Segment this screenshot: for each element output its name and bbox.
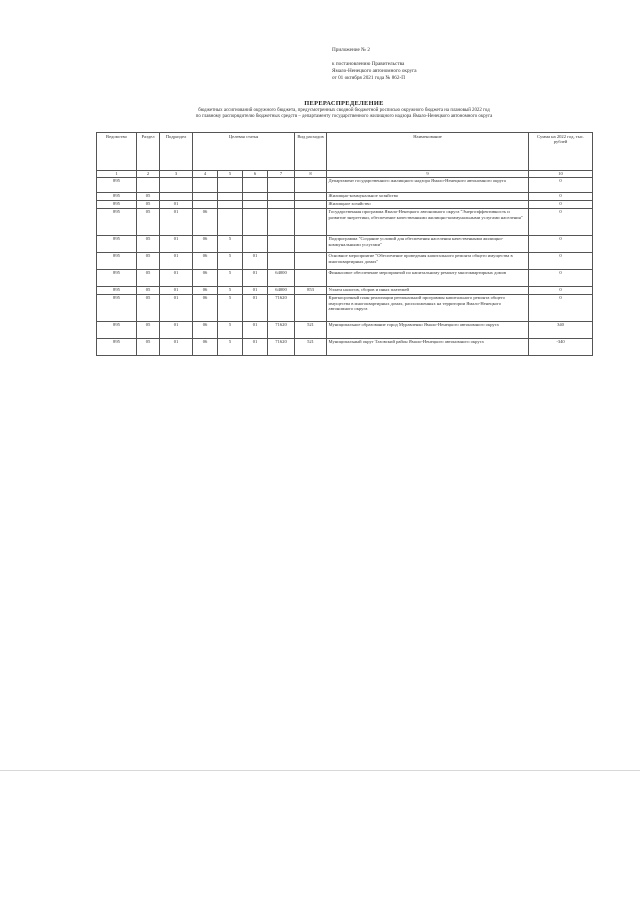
appendix-date: от 01 октября 2021 года № 862-П [332,75,405,81]
cell-section: 05 [137,235,160,252]
cell-ministry: 895 [97,192,137,200]
appendix-resolution: к постановлению Правительства [332,61,405,67]
appendix-block [332,47,562,82]
cell-target-program [193,177,218,192]
cell-subsection: 01 [160,269,193,286]
cell-ministry: 895 [97,252,137,269]
table-row [97,294,593,321]
cell-target-direction [268,252,295,269]
cell-ministry: 895 [97,294,137,321]
cell-target-activity: 01 [243,269,268,286]
cell-target-subprogram [218,192,243,200]
cell-target-subprogram [218,177,243,192]
cell-target-program: 06 [193,235,218,252]
cell-target-program: 06 [193,252,218,269]
cell-target-direction [268,235,295,252]
cell-expense-type [295,177,327,192]
cell-amount: 0 [529,286,593,294]
cell-section: 05 [137,269,160,286]
table-row [97,208,593,235]
cell-subsection: 01 [160,321,193,338]
cell-expense-type [295,208,327,235]
cell-amount: 0 [529,192,593,200]
cell-subsection [160,192,193,200]
cell-subsection: 01 [160,294,193,321]
cell-ministry: 895 [97,177,137,192]
subtitle-line-1: бюджетных ассигнований окружного бюджета, предусмотренных сводной бюджетной росписью окружного бюджета на плановый 2022 год [198,108,490,113]
column-number: 10 [529,171,593,178]
cell-target-subprogram: 5 [218,252,243,269]
column-number: 2 [137,171,160,178]
cell-name: Жилищное хозяйство [327,200,529,208]
cell-target-activity [243,235,268,252]
cell-name: Основное мероприятие "Обеспечение проведения капитального ремонта общего имущества в многоквартирных домах" [327,252,529,269]
header-subsection: Подраздел [160,133,193,171]
cell-target-program: 06 [193,338,218,355]
cell-target-subprogram: 5 [218,235,243,252]
cell-section: 05 [137,321,160,338]
cell-expense-type: 853 [295,286,327,294]
cell-target-direction: 64000 [268,269,295,286]
column-number: 1 [97,171,137,178]
cell-section: 05 [137,252,160,269]
header-section: Раздел [137,133,160,171]
cell-amount: 0 [529,200,593,208]
cell-section: 05 [137,294,160,321]
cell-name: Муниципальный округ Тазовский район Ямало-Ненецкого автономного округа [327,338,529,355]
budget-table [96,132,593,356]
cell-name: Уплата налогов, сборов и иных платежей [327,286,529,294]
cell-target-direction: 71620 [268,294,295,321]
cell-amount: 0 [529,177,593,192]
cell-name: Жилищно-коммунальное хозяйство [327,192,529,200]
cell-expense-type [295,192,327,200]
cell-target-direction: 71620 [268,321,295,338]
cell-target-program: 06 [193,286,218,294]
cell-target-direction [268,208,295,235]
cell-ministry: 895 [97,338,137,355]
table-row [97,269,593,286]
document-subtitle [96,108,592,121]
cell-ministry: 895 [97,235,137,252]
cell-ministry: 895 [97,321,137,338]
cell-target-subprogram: 5 [218,321,243,338]
cell-subsection: 01 [160,208,193,235]
cell-target-subprogram: 5 [218,286,243,294]
cell-target-direction [268,177,295,192]
cell-target-activity: 01 [243,338,268,355]
cell-target-program: 06 [193,208,218,235]
scan-edge [0,770,640,771]
cell-target-program: 06 [193,294,218,321]
cell-expense-type [295,269,327,286]
document-title: ПЕРЕРАСПРЕДЕЛЕНИЕ [304,100,384,107]
cell-name: Государственная программа Ямало-Ненецкого автономного округа "Энергоэффективность и развитие энергетики, обеспечение качественными жилищно-коммунальными услугами населения" [327,208,529,235]
cell-section: 05 [137,192,160,200]
cell-target-activity: 01 [243,321,268,338]
cell-name: Финансовое обеспечение мероприятий по капитальному ремонту многоквартирных домов [327,269,529,286]
table-row [97,200,593,208]
cell-target-activity: 01 [243,252,268,269]
cell-target-direction [268,200,295,208]
header-ministry: Ведомство [97,133,137,171]
cell-target-subprogram: 5 [218,294,243,321]
cell-name: Подпрограмма "Создание условий для обеспечения населения качественными жилищно-коммунальными услугами" [327,235,529,252]
cell-target-subprogram [218,208,243,235]
cell-subsection: 01 [160,200,193,208]
cell-amount: 0 [529,252,593,269]
cell-amount: 0 [529,235,593,252]
cell-ministry: 895 [97,208,137,235]
table-row [97,192,593,200]
cell-amount: 0 [529,269,593,286]
column-number: 7 [268,171,295,178]
cell-target-program: 06 [193,321,218,338]
table-row [97,338,593,355]
cell-target-activity: 01 [243,294,268,321]
cell-ministry: 895 [97,286,137,294]
column-number: 5 [218,171,243,178]
cell-target-direction: 64000 [268,286,295,294]
cell-expense-type [295,294,327,321]
table-row [97,252,593,269]
column-number: 9 [327,171,529,178]
cell-target-subprogram: 5 [218,269,243,286]
cell-target-activity [243,208,268,235]
appendix-region: Ямало-Ненецкого автономного округа [332,68,417,74]
header-name: Наименование [327,133,529,171]
cell-ministry: 895 [97,200,137,208]
cell-target-direction: 71620 [268,338,295,355]
table-row [97,235,593,252]
appendix-number: Приложение № 2 [332,47,370,53]
cell-amount: -340 [529,338,593,355]
cell-subsection: 01 [160,286,193,294]
subtitle-line-2: по главному распорядителю бюджетных средств – департаменту государственного жилищного надзора Ямало-Ненецкого автономного округа [195,114,493,120]
cell-target-activity [243,192,268,200]
cell-section [137,177,160,192]
header-amount: Сумма на 2022 год, тыс. рублей [529,133,593,171]
cell-target-program [193,192,218,200]
column-number: 8 [295,171,327,178]
column-number: 4 [193,171,218,178]
cell-target-direction [268,192,295,200]
cell-amount: 340 [529,321,593,338]
cell-target-activity [243,200,268,208]
table-row [97,286,593,294]
cell-section: 05 [137,200,160,208]
cell-target-activity [243,177,268,192]
header-expense-type: Вид расходов [295,133,327,171]
cell-target-activity: 01 [243,286,268,294]
cell-expense-type: 521 [295,338,327,355]
cell-amount: 0 [529,208,593,235]
cell-target-subprogram: 5 [218,338,243,355]
cell-name: Департамент государственного жилищного надзора Ямало-Ненецкого автономного округа [327,177,529,192]
cell-target-program: 06 [193,269,218,286]
cell-amount: 0 [529,294,593,321]
table-row [97,321,593,338]
cell-expense-type [295,200,327,208]
cell-ministry: 895 [97,269,137,286]
cell-target-subprogram [218,200,243,208]
cell-subsection: 01 [160,338,193,355]
cell-subsection: 01 [160,235,193,252]
table-row [97,177,593,192]
cell-name: Краткосрочный план реализации региональной программы капитального ремонта общего имущества в многоквартирных домах, расположенных на территории Ямало-Ненецкого автономного округа [327,294,529,321]
cell-section: 05 [137,338,160,355]
cell-expense-type: 521 [295,321,327,338]
header-target: Целевая статья [193,133,295,171]
table-header-row [97,133,593,171]
cell-section: 05 [137,208,160,235]
column-numbers-row [97,171,593,178]
cell-subsection [160,177,193,192]
column-number: 3 [160,171,193,178]
cell-name: Муниципальное образование город Муравленко Ямало-Ненецкого автономного округа [327,321,529,338]
column-number: 6 [243,171,268,178]
cell-subsection: 01 [160,252,193,269]
cell-expense-type [295,252,327,269]
cell-target-program [193,200,218,208]
cell-section: 05 [137,286,160,294]
cell-expense-type [295,235,327,252]
